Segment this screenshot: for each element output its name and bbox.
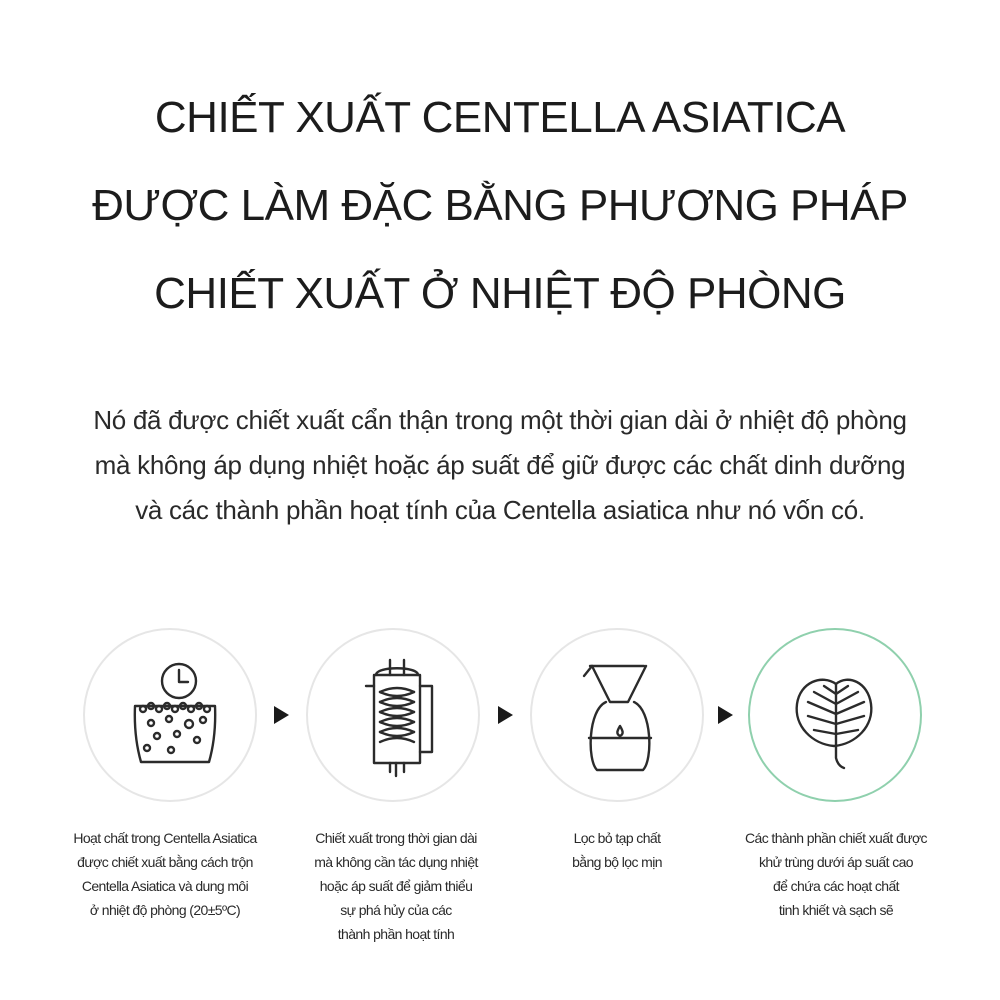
step-4-caption-line: khử trùng dưới áp suất cao bbox=[759, 854, 913, 870]
step-arrow-3 bbox=[718, 706, 733, 724]
step-3-circle bbox=[530, 628, 704, 802]
step-2-caption-line: hoặc áp suất để giảm thiểu bbox=[319, 878, 473, 894]
step-3-caption-line: Lọc bỏ tạp chất bbox=[573, 830, 661, 846]
description-line-2: mà không áp dụng nhiệt hoặc áp suất để giữ được các chất dinh dưỡng bbox=[94, 450, 906, 480]
step-2-circle bbox=[306, 628, 480, 802]
step-4-circle bbox=[748, 628, 922, 802]
step-4-caption bbox=[716, 826, 956, 922]
step-1-caption bbox=[45, 826, 285, 922]
step-3-caption-line: bằng bộ lọc mịn bbox=[572, 854, 662, 870]
step-2-caption-line: sự phá hủy của các bbox=[340, 902, 452, 918]
title-line-2: ĐƯỢC LÀM ĐẶC BẰNG PHƯƠNG PHÁP bbox=[92, 181, 908, 230]
step-1-circle bbox=[83, 628, 257, 802]
title-line-3: CHIẾT XUẤT Ở NHIỆT ĐỘ PHÒNG bbox=[154, 269, 846, 318]
clock-beaker-icon bbox=[85, 630, 255, 800]
step-1-caption-line: Centella Asiatica và dung môi bbox=[81, 878, 249, 894]
step-1-caption-line: ở nhiệt độ phòng (20±5ºC) bbox=[89, 902, 241, 918]
step-3-caption bbox=[497, 826, 737, 874]
step-2-caption-line: thành phần hoạt tính bbox=[337, 926, 455, 942]
step-2-caption-line: Chiết xuất trong thời gian dài bbox=[315, 830, 477, 846]
description bbox=[0, 398, 1000, 533]
extraction-tank-icon bbox=[308, 630, 478, 800]
title-line-1: CHIẾT XUẤT CENTELLA ASIATICA bbox=[154, 93, 846, 142]
page-title bbox=[0, 74, 1000, 338]
step-2-caption bbox=[276, 826, 516, 946]
description-line-3: và các thành phần hoạt tính của Centella asiatica như nó vốn có. bbox=[135, 495, 865, 525]
step-4-caption-line: tinh khiết và sạch sẽ bbox=[778, 902, 894, 918]
step-arrow-1 bbox=[274, 706, 289, 724]
leaf-icon bbox=[750, 630, 920, 800]
step-arrow-2 bbox=[498, 706, 513, 724]
filter-pot-icon bbox=[532, 630, 702, 800]
step-4-caption-line: để chứa các hoạt chất bbox=[773, 878, 899, 894]
step-4-caption-line: Các thành phần chiết xuất được bbox=[745, 830, 927, 846]
step-2-caption-line: mà không cần tác dụng nhiệt bbox=[314, 854, 478, 870]
step-1-caption-line: được chiết xuất bằng cách trộn bbox=[77, 854, 253, 870]
step-1-caption-line: Hoạt chất trong Centella Asiatica bbox=[73, 830, 257, 846]
description-line-1: Nó đã được chiết xuất cẩn thận trong một thời gian dài ở nhiệt độ phòng bbox=[93, 405, 907, 435]
